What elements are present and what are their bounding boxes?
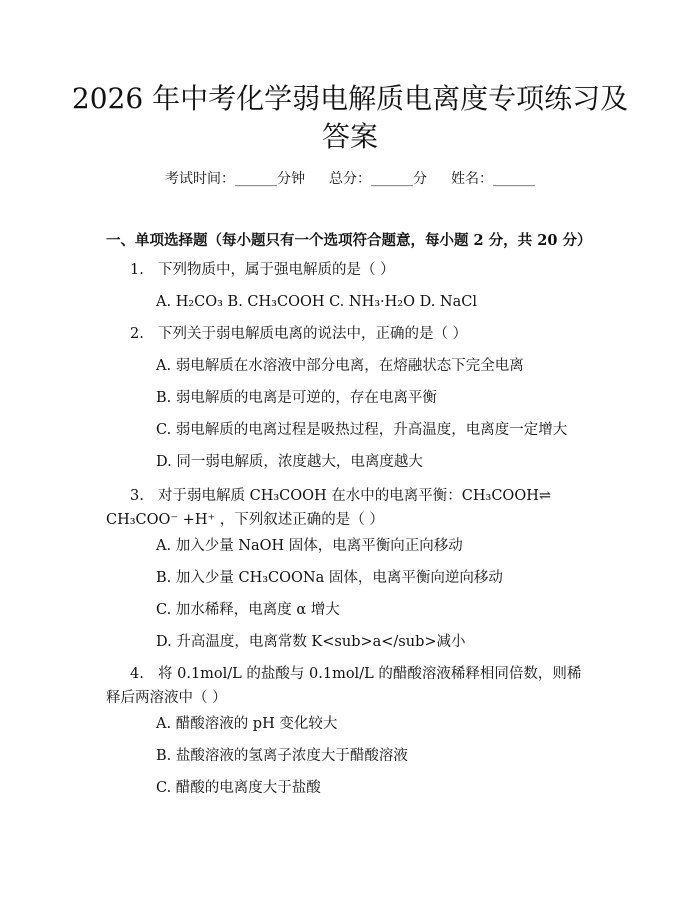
- question-number: 3.: [130, 488, 144, 504]
- question-1: [106, 258, 584, 282]
- section-heading: 一、单项选择题（每小题只有一个选项符合题意，每小题 2 分，共 20 分）: [106, 232, 592, 249]
- exam-time: 考试时间：______分钟: [165, 171, 305, 187]
- title-line-1: 2026 年中考化学弱电解质电离度专项练习及: [71, 82, 629, 115]
- option-b: B. 盐酸溶液的氢离子浓度大于醋酸溶液: [156, 748, 408, 764]
- option-c: C. 加水稀释，电离度 α 增大: [156, 602, 340, 618]
- option-d: D. 升高温度，电离常数 K<sub>a</sub>减小: [156, 634, 466, 650]
- option-a: A. 加入少量 NaOH 固体，电离平衡向正向移动: [156, 538, 463, 554]
- question-number: 4.: [130, 666, 144, 682]
- question-3: [106, 484, 584, 532]
- option-b: B. 加入少量 CH₃COONa 固体，电离平衡向逆向移动: [156, 570, 503, 586]
- document-title: [60, 80, 640, 156]
- title-line-2: 答案: [321, 120, 378, 153]
- option-a: A. 醋酸溶液的 pH 变化较大: [156, 716, 338, 732]
- total-score: 总分：______分: [329, 171, 427, 187]
- option-c: C. 醋酸的电离度大于盐酸: [156, 780, 321, 796]
- option-a: A. 弱电解质在水溶液中部分电离，在熔融状态下完全电离: [156, 358, 524, 374]
- option-c: C. 弱电解质的电离过程是吸热过程，升高温度，电离度一定增大: [156, 422, 568, 438]
- question-1-options: A. H₂CO₃ B. CH₃COOH C. NH₃·H₂O D. NaCl: [156, 294, 477, 310]
- question-stem: 下列物质中，属于强电解质的是（ ）: [158, 262, 395, 278]
- exam-meta: [0, 168, 700, 188]
- question-2: [106, 322, 584, 346]
- question-stem: 下列关于弱电解质电离的说法中，正确的是（ ）: [158, 326, 468, 342]
- question-stem: 将 0.1mol/L 的盐酸与 0.1mol/L 的醋酸溶液稀释相同倍数，则稀释后两溶液中（ ）: [106, 666, 582, 706]
- question-4: [106, 662, 584, 710]
- question-number: 2.: [130, 326, 144, 342]
- student-name: 姓名：______: [451, 171, 535, 187]
- question-stem: 对于弱电解质 CH₃COOH 在水中的电离平衡：CH₃COOH⇌ CH₃COO⁻ +H⁺ ，下列叙述正确的是（ ）: [106, 488, 551, 528]
- option-b: B. 弱电解质的电离是可逆的，存在电离平衡: [156, 390, 437, 406]
- option-d: D. 同一弱电解质，浓度越大，电离度越大: [156, 454, 423, 470]
- question-number: 1.: [130, 262, 144, 278]
